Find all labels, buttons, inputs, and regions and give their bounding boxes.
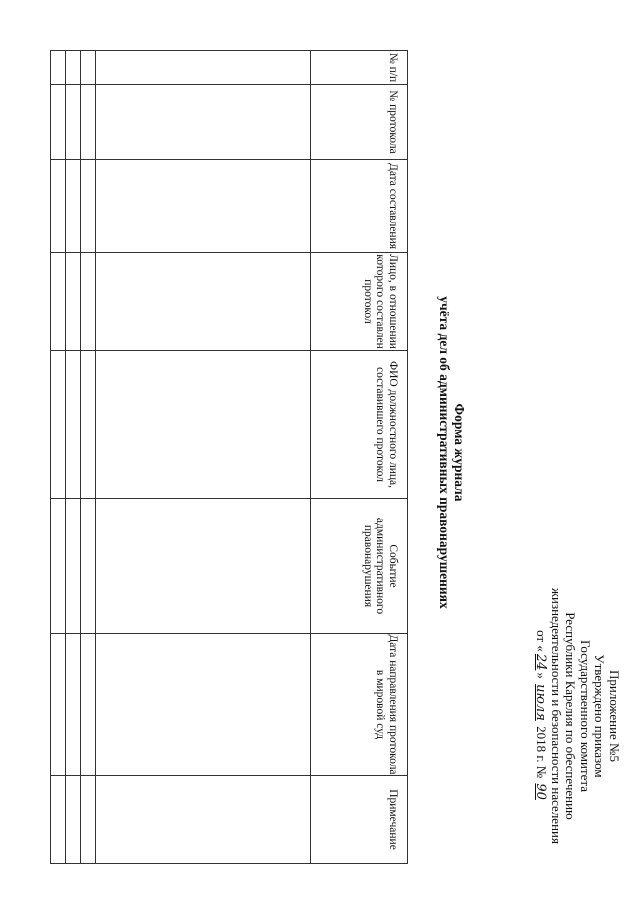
table-cell <box>81 499 96 634</box>
committee-purpose: жизнедеятельности и безопасности населения <box>549 588 564 844</box>
table-cell <box>51 634 66 776</box>
table-cell <box>51 85 66 160</box>
table-row <box>51 51 66 864</box>
table-cell <box>96 51 311 85</box>
table-cell <box>96 85 311 160</box>
handwritten-day: 24 <box>533 653 549 671</box>
date-separator: » <box>534 672 550 683</box>
order-date-line <box>533 571 549 861</box>
table-row <box>81 51 96 864</box>
table-cell <box>51 51 66 85</box>
header-compilation-date: Дата составления <box>311 160 408 253</box>
table-cell <box>81 634 96 776</box>
table-cell <box>51 160 66 253</box>
table-cell <box>51 253 66 351</box>
approval-stamp-block <box>533 571 621 861</box>
table-cell <box>51 351 66 499</box>
table-cell <box>66 351 81 499</box>
table-header-row <box>311 51 408 864</box>
table-cell <box>51 499 66 634</box>
table-row <box>96 51 311 864</box>
table-cell <box>66 85 81 160</box>
header-notes: Примечание <box>311 776 408 864</box>
handwritten-order-number: 90 <box>533 783 549 800</box>
table-cell <box>66 776 81 864</box>
table-cell <box>96 499 311 634</box>
approved-by-order: Утверждено приказом <box>592 654 608 778</box>
table-cell <box>96 351 311 499</box>
header-official-name: ФИО должностного лица, составившего протокол <box>311 351 408 499</box>
header-offense-event: Событие административного правонарушения <box>311 499 408 634</box>
table-cell <box>81 160 96 253</box>
table-cell <box>96 776 311 864</box>
table-cell <box>66 634 81 776</box>
table-row <box>66 51 81 864</box>
table-cell <box>66 499 81 634</box>
table-cell <box>81 776 96 864</box>
table-cell <box>81 51 96 85</box>
table-cell <box>66 51 81 85</box>
table-cell <box>81 351 96 499</box>
journal-table <box>50 50 408 864</box>
table-cell <box>81 253 96 351</box>
committee-name: Государственного комитета <box>578 640 593 792</box>
date-prefix: от « <box>534 630 550 652</box>
appendix-number: Приложение №5 <box>607 670 622 762</box>
table-cell <box>96 253 311 351</box>
form-subtitle: учёта дел об административных правонарушениях <box>437 296 452 609</box>
table-cell <box>51 776 66 864</box>
form-title: Форма журнала <box>452 403 467 502</box>
table-cell <box>66 160 81 253</box>
table-cell <box>81 85 96 160</box>
header-person: Лицо, в отношении которого составлен протокол <box>311 253 408 351</box>
table-cell <box>96 634 311 776</box>
handwritten-month: июля <box>533 684 549 721</box>
table-cell <box>66 253 81 351</box>
table-cell <box>96 160 311 253</box>
header-protocol-number: № протокола <box>311 85 408 160</box>
committee-region: Республики Карелия по обеспечению <box>563 612 579 820</box>
year-and-number-label: 2018 г. № <box>534 722 550 782</box>
header-row-number: № п/п <box>311 51 408 85</box>
header-court-date: Дата направления протокола в мировой суд <box>311 634 408 776</box>
